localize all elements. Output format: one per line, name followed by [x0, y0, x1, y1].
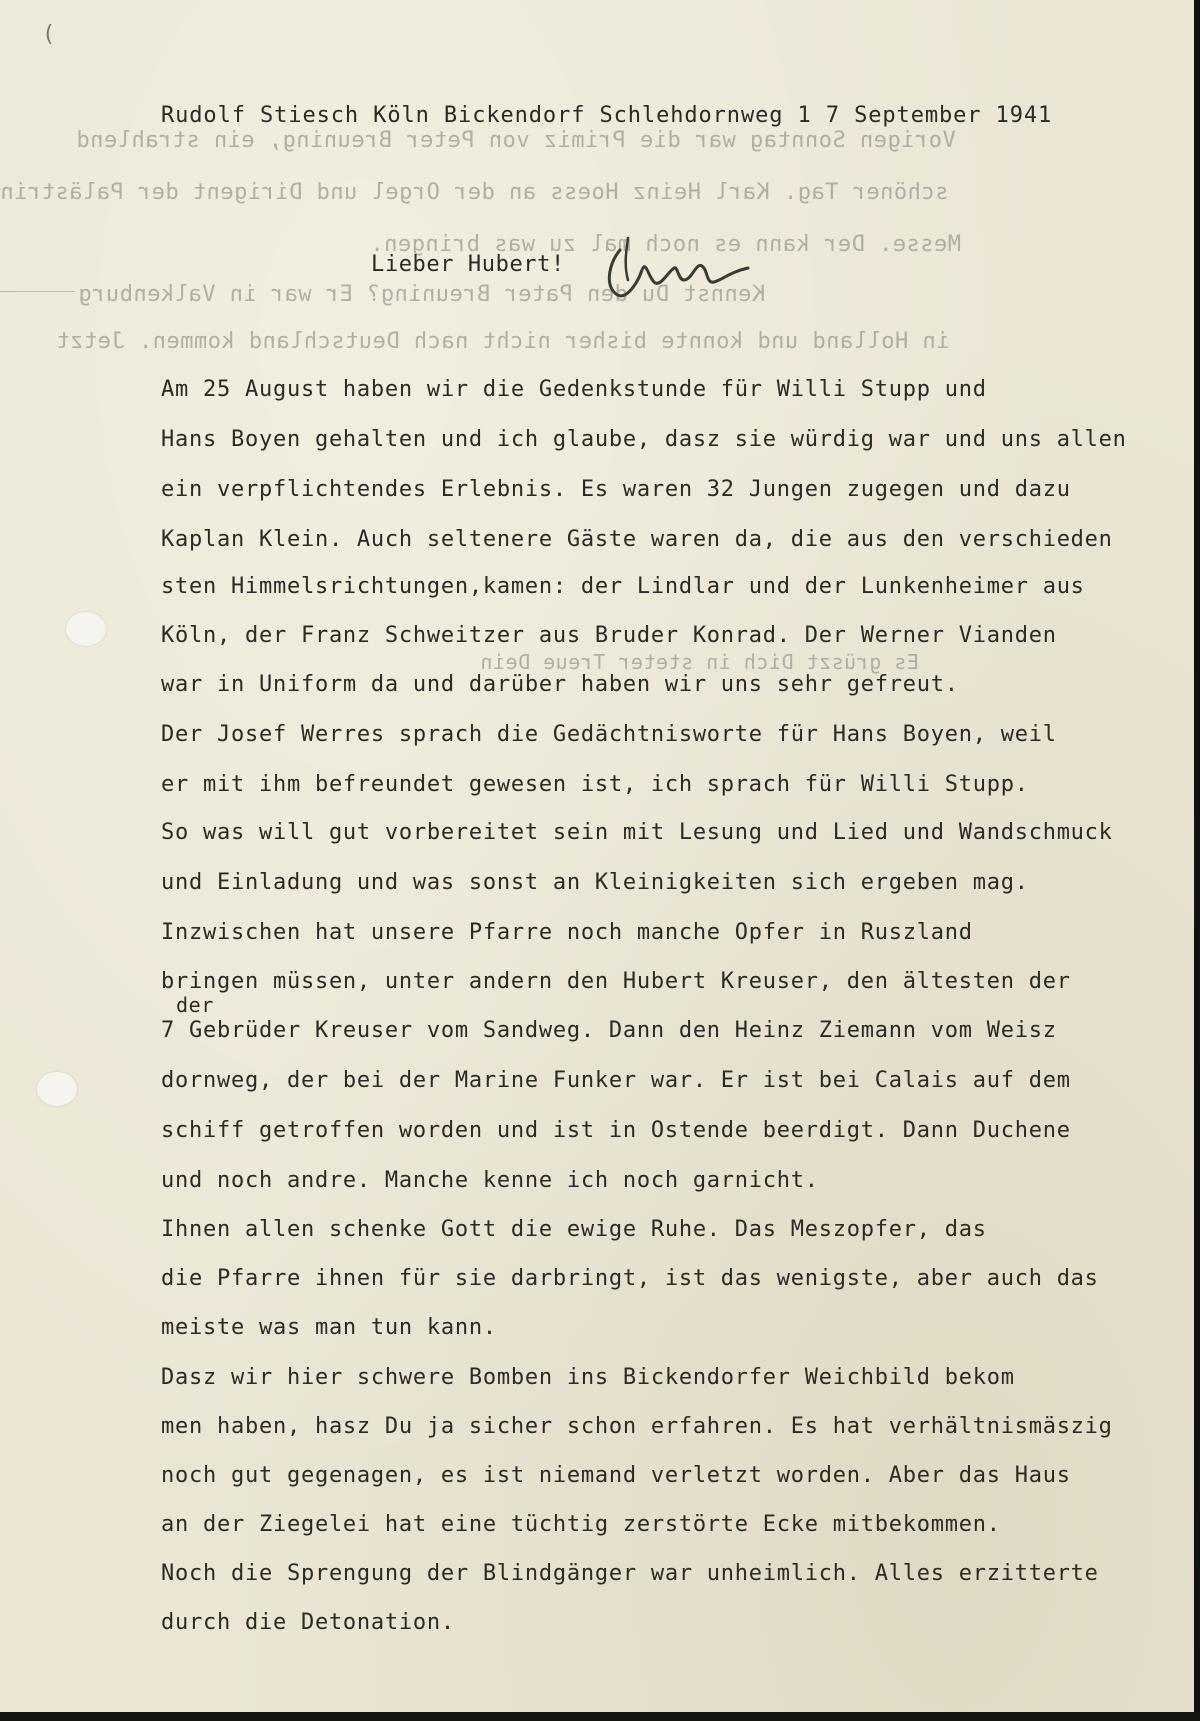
show-through-line: in Holland und konnte bisher nicht nach Deutschland kommen. Jetzt: [56, 329, 950, 354]
letter-line: Inzwischen hat unsere Pfarre noch manche Opfer in Ruszland: [161, 920, 973, 945]
letter-line: men haben, hasz Du ja sicher schon erfahren. Es hat verhältnismäszig: [161, 1414, 1113, 1439]
show-through-line: Vorigen Sonntag war die Primiz von Peter Breuning, ein strahlend: [76, 128, 956, 153]
letter-line: er mit ihm befreundet gewesen ist, ich sprach für Willi Stupp.: [161, 772, 1029, 797]
letter-line: Dasz wir hier schwere Bomben ins Bickendorfer Weichbild bekom: [161, 1365, 1015, 1390]
letter-line: meiste was man tun kann.: [161, 1315, 497, 1340]
letter-line: Ihnen allen schenke Gott die ewige Ruhe. Das Meszopfer, das: [161, 1217, 987, 1242]
letter-line: Noch die Sprengung der Blindgänger war unheimlich. Alles erzitterte: [161, 1561, 1099, 1586]
show-through-line: Es grüszt Dich in steter Treue Dein: [480, 650, 919, 674]
letter-line: schiff getroffen worden und ist in Ostende beerdigt. Dann Duchene: [161, 1118, 1071, 1143]
letter-line: dornweg, der bei der Marine Funker war. Er ist bei Calais auf dem: [161, 1068, 1071, 1093]
show-through-line: Messe. Der kann es noch mal zu was bringen.: [370, 232, 962, 257]
letter-line: So was will gut vorbereitet sein mit Lesung und Lied und Wandschmuck: [161, 820, 1113, 845]
scan-edge-right: [1194, 0, 1200, 1721]
letter-line: die Pfarre ihnen für sie darbringt, ist das wenigste, aber auch das: [161, 1266, 1099, 1291]
punch-hole-upper: [66, 612, 106, 646]
show-through-line: Kennst Du den Pater Breuning? Er war in Valkenburg: [78, 282, 766, 307]
letter-line: an der Ziegelei hat eine tüchtig zerstörte Ecke mitbekommen.: [161, 1512, 1001, 1537]
letter-line: ein verpflichtendes Erlebnis. Es waren 32 Jungen zugegen und dazu: [161, 477, 1071, 502]
letter-line: und noch andre. Manche kenne ich noch garnicht.: [161, 1168, 819, 1193]
letter-line: sten Himmelsrichtungen,kamen: der Lindlar und der Lunkenheimer aus: [161, 574, 1085, 599]
letter-line: Hans Boyen gehalten und ich glaube, dasz sie würdig war und uns allen: [161, 427, 1127, 452]
letter-line: Am 25 August haben wir die Gedenkstunde für Willi Stupp und: [161, 377, 987, 402]
punch-hole-lower: [37, 1072, 77, 1106]
letter-line: Der Josef Werres sprach die Gedächtnisworte für Hans Boyen, weil: [161, 722, 1057, 747]
corner-mark: (: [42, 22, 56, 47]
show-through-rule: [0, 291, 75, 292]
salutation: Lieber Hubert!: [371, 252, 565, 277]
letter-line: 7 Gebrüder Kreuser vom Sandweg. Dann den Heinz Ziemann vom Weisz: [161, 1018, 1057, 1043]
letter-line: durch die Detonation.: [161, 1610, 455, 1635]
handwritten-signature: [598, 232, 758, 312]
letter-line: Kaplan Klein. Auch seltenere Gäste waren da, die aus den verschieden: [161, 527, 1113, 552]
interlinear-correction: der: [176, 993, 214, 1017]
letter-line: noch gut gegenagen, es ist niemand verletzt worden. Aber das Haus: [161, 1463, 1071, 1488]
letter-header: Rudolf Stiesch Köln Bickendorf Schlehdornweg 1 7 September 1941: [161, 103, 1053, 128]
letter-line: bringen müssen, unter andern den Hubert Kreuser, den ältesten der: [161, 969, 1071, 994]
letter-line: Köln, der Franz Schweitzer aus Bruder Konrad. Der Werner Vianden: [161, 623, 1057, 648]
show-through-line: schöner Tag. Karl Heinz Hoess an der Orgel und Dirigent der Palästrin: [0, 180, 949, 205]
scan-edge-bottom: [0, 1712, 1200, 1721]
letter-line: und Einladung und was sonst an Kleinigkeiten sich ergeben mag.: [161, 870, 1029, 895]
letter-line: war in Uniform da und darüber haben wir uns sehr gefreut.: [161, 672, 959, 697]
